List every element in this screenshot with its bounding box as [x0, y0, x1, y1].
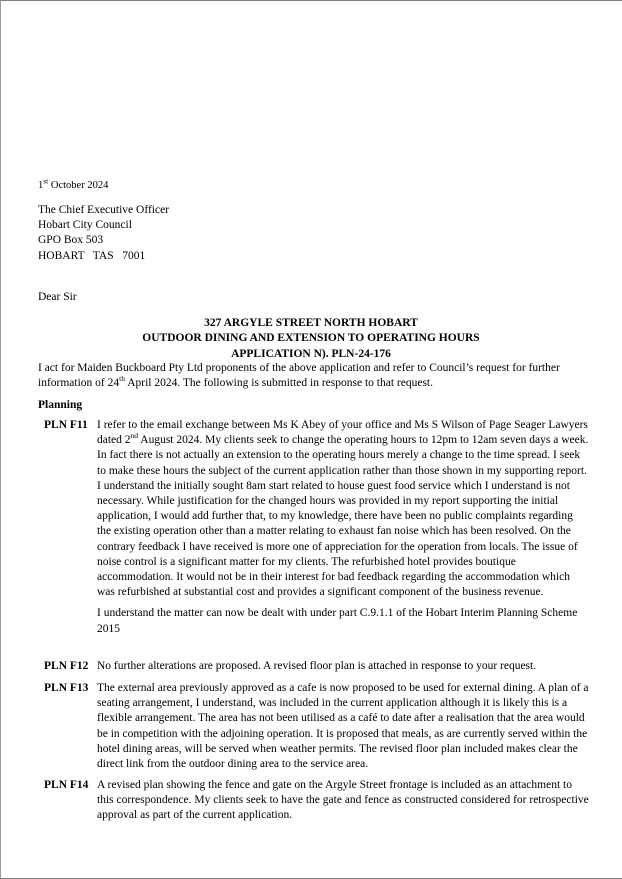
item-pln-f12	[44, 659, 589, 674]
item-body	[97, 778, 589, 824]
heading-line: 327 ARGYLE STREET NORTH HOBART	[204, 317, 418, 329]
item-body	[97, 659, 589, 674]
item-pln-f14	[44, 778, 589, 824]
item-paragraph: I understand the matter can now be dealt with under part C.9.1.1 of the Hobart Interim Planning Scheme 2015	[97, 607, 578, 635]
address-line: HOBART TAS 7001	[38, 249, 146, 262]
page-border-top	[0, 0, 622, 1]
letter-date: 1st October 2024	[38, 176, 109, 191]
address-line: The Chief Executive Officer	[38, 204, 170, 216]
item-code: PLN F14	[44, 779, 89, 791]
item-paragraph: I refer to the email exchange between Ms K Abey of your office and Ms S Wilson of Page Seager Lawyers dated 2nd August 2024. My clients seek to change the operating hours to 12pm to 12am seven days a week. In fact there is not actually an extension to the operating hours merely a change to the time spread. I seek to make these hours the subject of the current application rather than those shown in my supporting report. I understand the initially sought 8am start related to house guest food service which I understand is not necessary. While justification for the changed hours was provided in my report supporting the initial application, I would add further that, to my knowledge, there have been no public complaints regarding the existing operation other than a matter relating to exhaust fan noise which has been resolved. On the contrary feedback I have received is more one of appreciation for the operation from locals. The issue of noise control is a significant matter for my clients. The refurbished hotel provides boutique accommodation. It would not be in their interest for bad feedback regarding the accommodation which was refurbished at substantial cost and provides a significant component of the business revenue.	[97, 419, 589, 599]
item-paragraph: No further alterations are proposed. A revised floor plan is attached in response to your request.	[97, 660, 537, 672]
address-line: GPO Box 503	[38, 234, 104, 247]
salutation: Dear Sir	[38, 291, 77, 303]
item-pln-f11	[44, 418, 589, 637]
intro-paragraph: I act for Maiden Buckboard Pty Ltd proponents of the above application and refer to Council’s request for further information of 24th April 2024. The following is submitted in response to that request.	[38, 362, 560, 390]
subject-heading	[0, 316, 622, 362]
item-paragraph: A revised plan showing the fence and gate on the Argyle Street frontage is included as an attachment to this correspondence. My clients seek to have the gate and fence as constructed considered for retrospective approval as part of the current application.	[97, 779, 589, 822]
item-body	[97, 418, 589, 637]
heading-line: OUTDOOR DINING AND EXTENSION TO OPERATING HOURS	[142, 332, 480, 345]
item-code: PLN F11	[44, 419, 88, 431]
recipient-address	[38, 203, 169, 264]
heading-line: APPLICATION N). PLN-24-176	[231, 347, 391, 360]
item-pln-f13	[44, 681, 589, 772]
address-line: Hobart City Council	[38, 219, 132, 232]
item-body	[97, 681, 589, 772]
item-code: PLN F12	[44, 660, 89, 672]
section-heading-planning: Planning	[38, 399, 83, 411]
item-paragraph: The external area previously approved as a cafe is now proposed to be used for external dining. A plan of a seating arrangement, I understand, was included in the current application although it is likely this is a flexible arrangement. The area has not been utilised as a café to date after a realisation that the area would be in competition with the adjoining operation. It is proposed that meals, as are currently served within the hotel dining areas, will be served when weather permits. The revised floor plan included makes clear the direct link from the outdoor dining area to the service area.	[97, 682, 589, 771]
item-code: PLN F13	[44, 682, 89, 694]
page-border-left	[0, 0, 1, 879]
